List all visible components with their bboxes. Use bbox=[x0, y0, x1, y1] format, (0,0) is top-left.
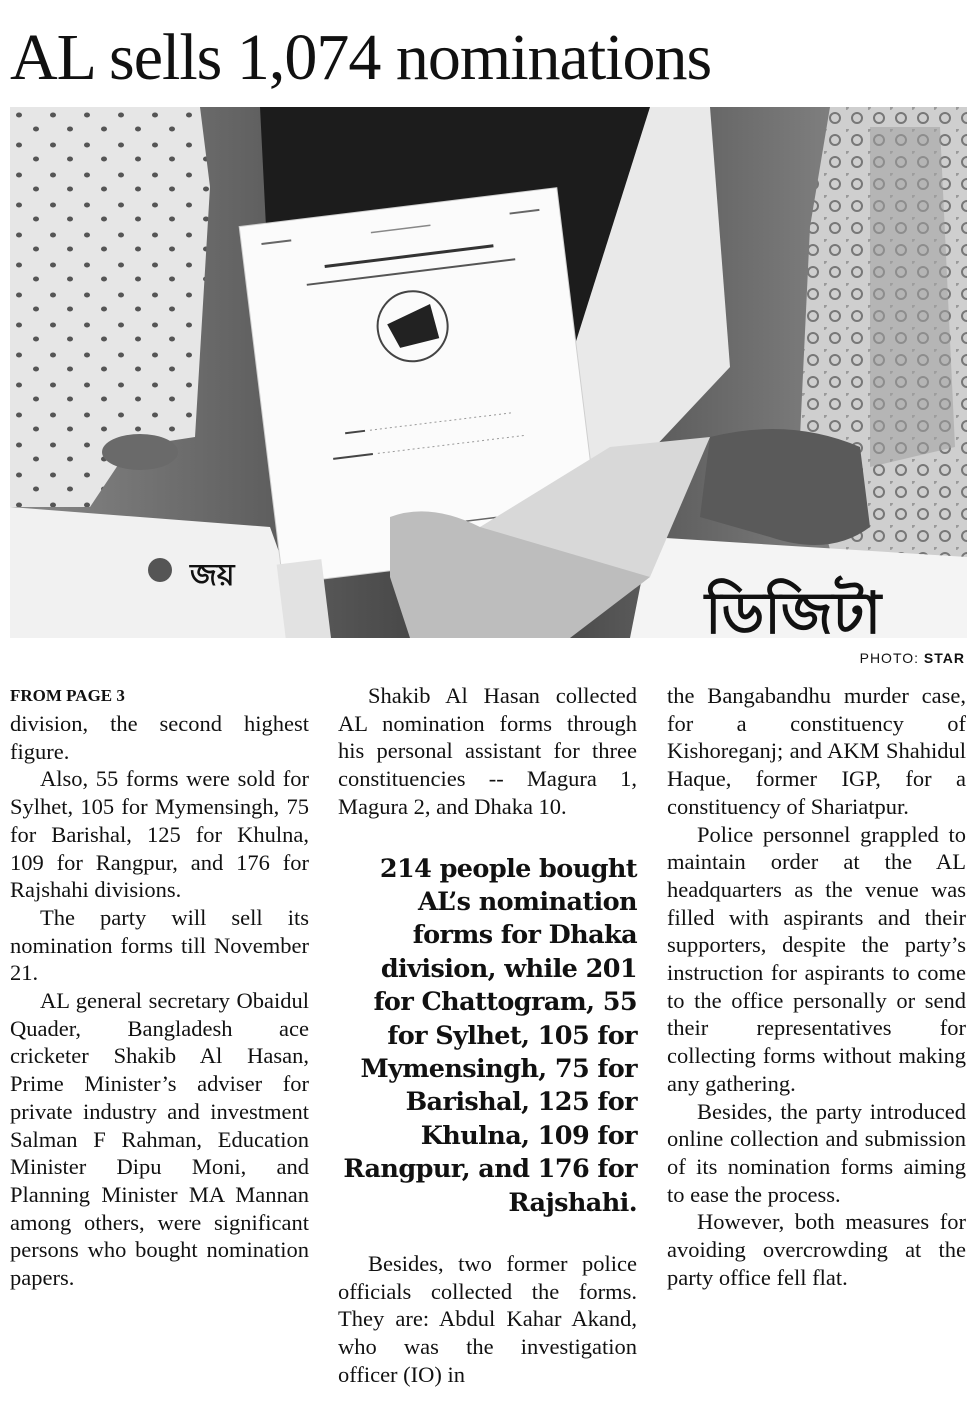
paragraph: Also, 55 forms were sold for Sylhet, 105 for Mymensingh, 75 for Barishal, 125 for Khulna, 109 for Rangpur, and 176 for Rajshahi divisions. bbox=[10, 766, 309, 903]
photo-credit-label: PHOTO: bbox=[859, 650, 920, 666]
jump-line: FROM PAGE 3 bbox=[10, 686, 125, 705]
paragraph: Shakib Al Hasan collected AL nomination forms through his personal assistant for three constituencies -- Magura 1, Magura 2, and Dhaka 10. bbox=[338, 683, 637, 819]
photo-credit bbox=[860, 650, 965, 666]
news-photo bbox=[10, 107, 967, 638]
paragraph: Besides, the party introduced online collection and submission of its nomination forms aiming to ease the process. bbox=[667, 1098, 966, 1207]
paragraph: The party will sell its nomination forms till November 21. bbox=[10, 904, 309, 986]
article-column-1 bbox=[10, 682, 309, 1292]
pull-quote: 214 people bought AL’s nomination forms for Dhaka division, while 201 for Chattogram, 55 for Sylhet, 105 for Mymensingh, 75 for Barishal, 125 for Khulna, 109 for Rangpur, and 176 for Rajshahi. bbox=[343, 853, 637, 1218]
paragraph: the Bangabandhu murder case, for a constituency of Kishoreganj; and AKM Shahidul Haque, former IGP, for a constituency of Shariatpur. bbox=[667, 683, 966, 819]
paragraph: division, the second highest figure. bbox=[10, 711, 309, 764]
paragraph: Police personnel grappled to maintain order at the AL headquarters as the venue was filled with aspirants and their supporters, despite the party’s instruction for aspirants to come to the office personally or send their representatives for collecting forms without making any gathering. bbox=[667, 821, 966, 1096]
headline: AL sells 1,074 nominations bbox=[10, 21, 712, 94]
paragraph: Besides, two former police officials collected the forms. They are: Abdul Kahar Akand, who was the investigation officer (IO) in bbox=[338, 1250, 637, 1387]
paragraph: However, both measures for avoiding overcrowding at the party office fell flat. bbox=[667, 1209, 966, 1290]
paragraph: AL general secretary Obaidul Quader, Bangladesh ace cricketer Shakib Al Hasan, Prime Minister’s adviser for private industry and investment Salman F Rahman, Education Minister Dipu Moni, and Planning Minister MA Mannan among others, were significant persons who bought nomination papers. bbox=[10, 988, 309, 1291]
banner-right-text: ডিজিটা bbox=[705, 579, 882, 638]
photo-credit-source: STAR bbox=[923, 650, 965, 666]
article-column-2 bbox=[338, 682, 637, 1389]
banner-left-text: জয় bbox=[190, 558, 235, 593]
article-column-3 bbox=[667, 682, 966, 1291]
